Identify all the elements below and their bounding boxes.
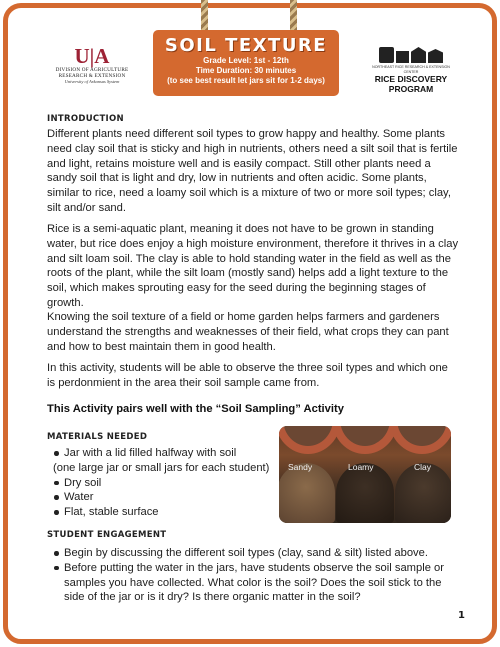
intro-paragraph-4: In this activity, students will be able to observe the three soil types and which one is perdonmient in the area their soil sample came from.: [47, 362, 448, 389]
intro-paragraph-2: Rice is a semi-aquatic plant, meaning it does not have to be grown in standing water, but rice does enjoy a high moisture environment, therefore it thrives in a clay and silt loam soil. The clay is able to hold standing water in the field as well as the roots of the plant, while the silt loam (mostly sand) helps add a light texture to the soil, which makes sprouting easy for the seed during the beginning stages of growth.: [47, 223, 459, 309]
uark-division-logo: [52, 45, 132, 85]
intro-paragraph-1: Different plants need different soil types to grow happy and healthy. Some plants need clay soil that is sticky and high in nutrients, others need a silt soil that is fertile and light, retains moisture well and is easily compact. Still other plants need a sandy soil that is light and dry, low in nutrients and often acidic. Some plants, similar to rice, need a loamy soil which is a mixture of two or more soil types; clay, silt and/or sand.: [47, 128, 458, 214]
page-title: SOIL TEXTURE: [164, 35, 328, 56]
title-sign: [153, 30, 339, 96]
loamy-soil-pile: [336, 463, 394, 523]
soil-types-photo: [279, 426, 451, 523]
photo-label-loamy: Loamy: [348, 462, 374, 472]
rd-name-line-2: PROGRAM: [388, 83, 434, 94]
ua-mark: U|A: [74, 44, 110, 68]
materials-heading: MATERIALS NEEDED: [47, 432, 148, 442]
list-item: Jar with a lid filled halfway with soil: [51, 446, 276, 461]
logo-line-1: DIVISION OF AGRICULTURE: [55, 67, 129, 73]
rd-name-line-1: RICE DISCOVERY: [374, 74, 448, 84]
logo-line-2: RESEARCH & EXTENSION: [58, 73, 126, 80]
pairs-well-note: This Activity pairs well with the “Soil Sampling” Activity: [47, 403, 344, 415]
page-number: 1: [458, 610, 465, 621]
clay-soil-pile: [395, 463, 451, 523]
introduction-heading: INTRODUCTION: [47, 114, 124, 124]
engagement-heading: STUDENT ENGAGEMENT: [47, 530, 167, 540]
photo-label-clay: Clay: [414, 462, 432, 472]
engagement-list: [51, 546, 463, 605]
list-item: Before putting the water in the jars, have students observe the soil sample or samples you have collected. What color is the soil? Does the soil stick to the side of the jar or is it dry? Is there organic matter in the soil?: [51, 561, 463, 605]
sandy-soil-pile: [279, 463, 335, 523]
photo-label-sandy: Sandy: [288, 462, 313, 472]
rd-center-name: NORTHEAST RICE RESEARCH & EXTENSION CENTER: [372, 65, 450, 74]
pot-rim-right: [389, 426, 451, 454]
list-item: Begin by discussing the different soil types (clay, sand & silt) listed above.: [51, 546, 463, 561]
pot-rim-middle: [332, 426, 398, 454]
time-duration: Time Duration: 30 minutes: [195, 66, 297, 75]
list-item: Flat, stable surface: [51, 505, 276, 520]
grade-level: Grade Level: 1st - 12th: [203, 56, 289, 65]
time-note: (to see best result let jars sit for 1-2 days): [167, 76, 325, 85]
pot-rim-left: [279, 426, 341, 454]
list-item: Dry soil: [51, 476, 276, 491]
list-item: Water: [51, 490, 276, 505]
list-item: (one large jar or small jars for each student): [53, 461, 270, 474]
materials-list: [51, 446, 276, 520]
intro-paragraph-3: Knowing the soil texture of a field or home garden helps farmers and gardeners understand the strengths and weaknesses of their field, what crops they can pant and how to best maintain them in good health.: [47, 311, 449, 353]
building-icons: [366, 45, 456, 63]
logo-line-3: University of Arkansas System: [64, 79, 120, 85]
rice-discovery-logo: [366, 45, 456, 94]
